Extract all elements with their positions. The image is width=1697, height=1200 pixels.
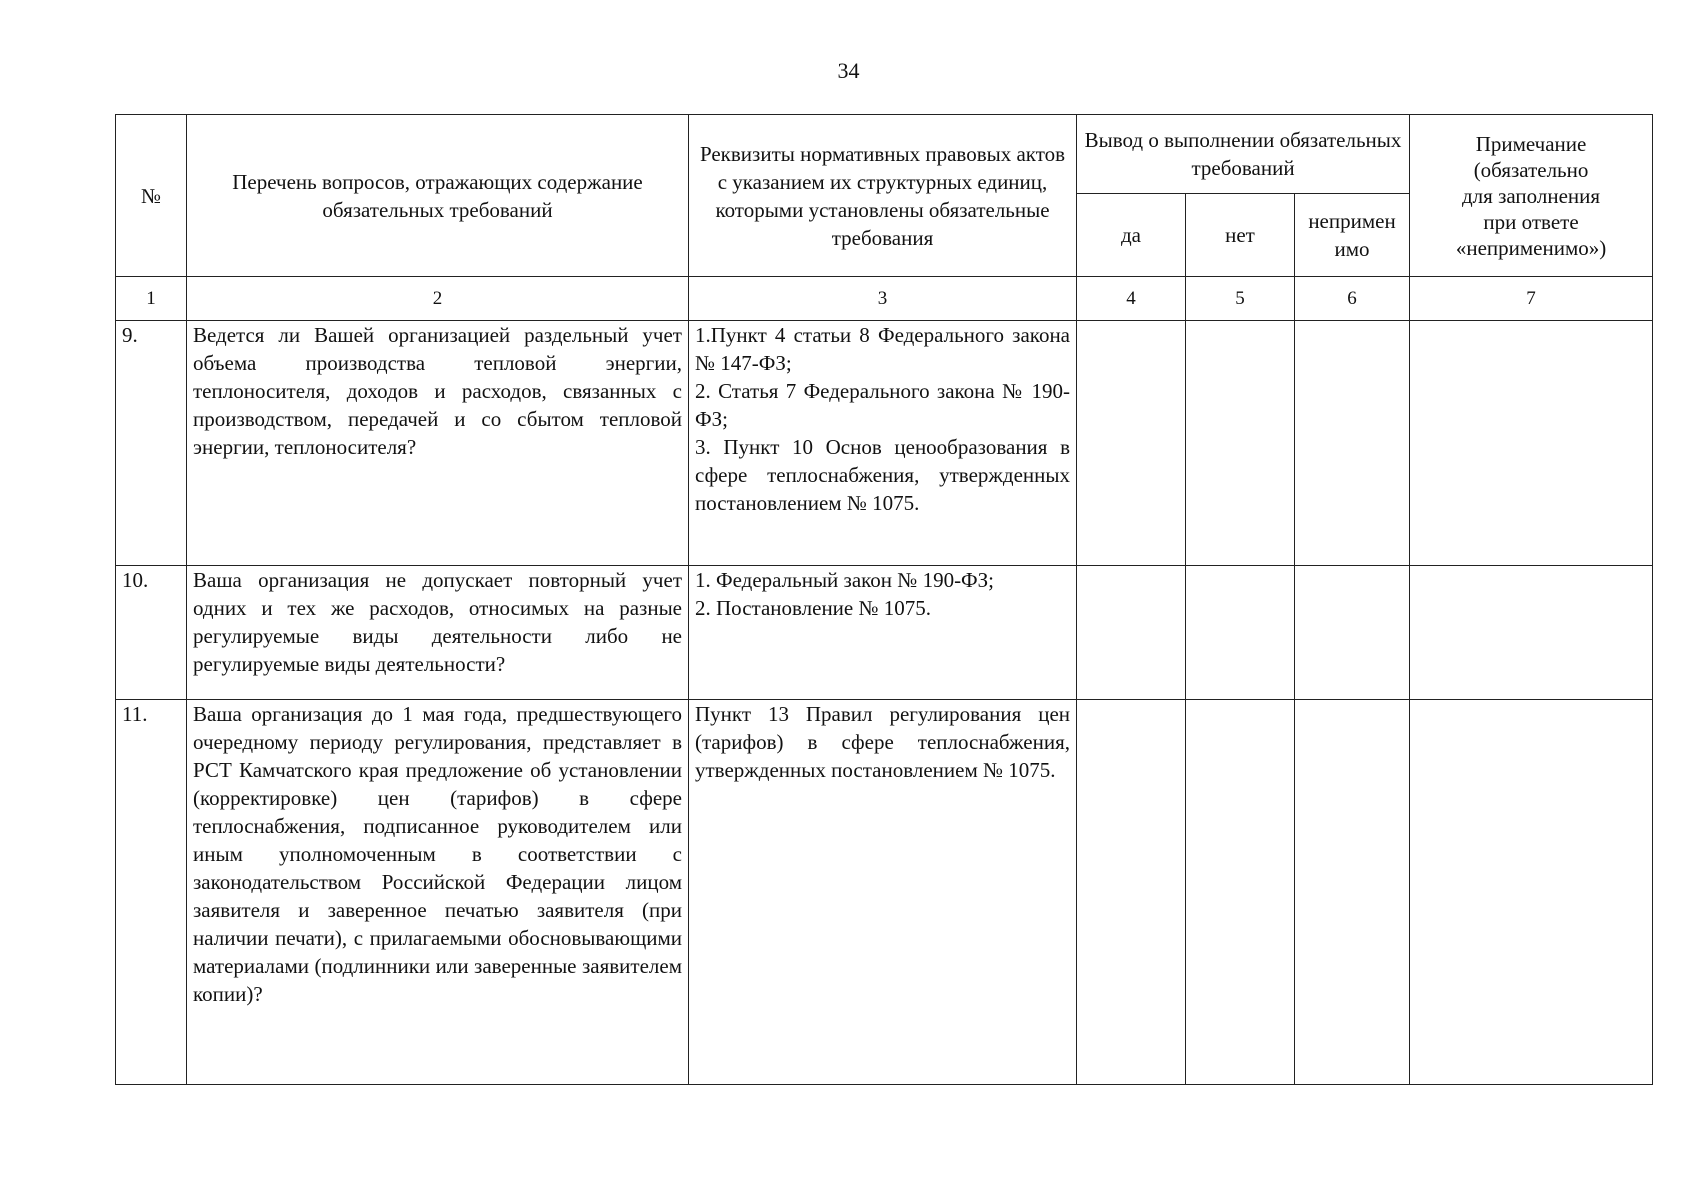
requisite-line: 2. Статья 7 Федерального закона № 190-ФЗ; <box>695 379 1070 431</box>
answer-yes-cell[interactable] <box>1077 566 1186 700</box>
requisite-line: 1. Федеральный закон № 190-ФЗ; <box>695 568 995 592</box>
note-cell[interactable] <box>1410 700 1653 1085</box>
row-requisites <box>689 700 1077 1085</box>
row-number: 9. <box>116 321 187 566</box>
header-not-applicable-part-1: непримен <box>1308 209 1396 233</box>
column-number: 7 <box>1410 277 1653 321</box>
header-note-line-2: (обязательно <box>1473 157 1589 182</box>
header-no-answer: нет <box>1186 194 1295 277</box>
row-question: Ведется ли Вашей организацией раздельный учет объема производства тепловой энергии, теплоносителя, доходов и расходов, связанных с производством, передачей и со сбытом тепловой энергии, теплоносителя? <box>187 321 689 566</box>
header-note-line-4: при ответе <box>1483 209 1579 234</box>
header-not-applicable <box>1295 194 1410 277</box>
column-number: 1 <box>116 277 187 321</box>
row-question: Ваша организация до 1 мая года, предшествующего очередному периоду регулирования, представляет в РСТ Камчатского края предложение об установлении (корректировке) цен (тарифов) в сфере теплоснабжения, подписанное руководителем или иным уполномоченным в соответствии с законодательством Российской Федерации лицом заявителя и заверенное печатью заявителя (при наличии печати), с прилагаемыми обосновывающими материалами (подлинники или заверенные заявителем копии)? <box>187 700 689 1085</box>
answer-no-cell[interactable] <box>1186 700 1295 1085</box>
header-not-applicable-part-2: имо <box>1334 237 1370 261</box>
answer-no-cell[interactable] <box>1186 321 1295 566</box>
header-note-line-1: Примечание <box>1475 131 1587 156</box>
header-yes: да <box>1077 194 1186 277</box>
checklist-table <box>115 114 1653 1085</box>
row-question: Ваша организация не допускает повторный учет одних и тех же расходов, относимых на разные регулируемые виды деятельности либо не регулируемые виды деятельности? <box>187 566 689 700</box>
table-row-10 <box>116 566 1653 700</box>
header-conclusion: Вывод о выполнении обязательных требований <box>1077 115 1410 194</box>
row-number: 11. <box>116 700 187 1085</box>
answer-not-applicable-cell[interactable] <box>1295 566 1410 700</box>
answer-not-applicable-cell[interactable] <box>1295 700 1410 1085</box>
answer-not-applicable-cell[interactable] <box>1295 321 1410 566</box>
column-number: 5 <box>1186 277 1295 321</box>
table-row-9 <box>116 321 1653 566</box>
requisite-line: 1.Пункт 4 статьи 8 Федерального закона № 147-ФЗ; <box>695 323 1070 375</box>
note-cell[interactable] <box>1410 566 1653 700</box>
column-number: 4 <box>1077 277 1186 321</box>
column-number: 6 <box>1295 277 1410 321</box>
row-number: 10. <box>116 566 187 700</box>
answer-yes-cell[interactable] <box>1077 700 1186 1085</box>
header-questions: Перечень вопросов, отражающих содержание обязательных требований <box>187 115 689 277</box>
header-row-1 <box>116 115 1653 194</box>
row-requisites <box>689 566 1077 700</box>
column-number-row <box>116 277 1653 321</box>
page-number: 34 <box>837 58 860 83</box>
header-note <box>1410 115 1653 277</box>
answer-no-cell[interactable] <box>1186 566 1295 700</box>
header-requisites: Реквизиты нормативных правовых актов с указанием их структурных единиц, которыми установлены обязательные требования <box>689 115 1077 277</box>
requisite-line: 2. Постановление № 1075. <box>695 596 932 620</box>
row-requisites <box>689 321 1077 566</box>
column-number: 2 <box>187 277 689 321</box>
requisite-line: Пункт 13 Правил регулирования цен (тарифов) в сфере теплоснабжения, утвержденных постановлением № 1075. <box>695 702 1070 782</box>
header-note-line-5: «неприменимо») <box>1455 235 1607 260</box>
requisite-line: 3. Пункт 10 Основ ценообразования в сфере теплоснабжения, утвержденных постановлением № 1075. <box>695 435 1070 515</box>
note-cell[interactable] <box>1410 321 1653 566</box>
column-number: 3 <box>689 277 1077 321</box>
header-number: № <box>116 115 187 277</box>
answer-yes-cell[interactable] <box>1077 321 1186 566</box>
header-note-line-3: для заполнения <box>1462 183 1601 208</box>
table-row-11 <box>116 700 1653 1085</box>
